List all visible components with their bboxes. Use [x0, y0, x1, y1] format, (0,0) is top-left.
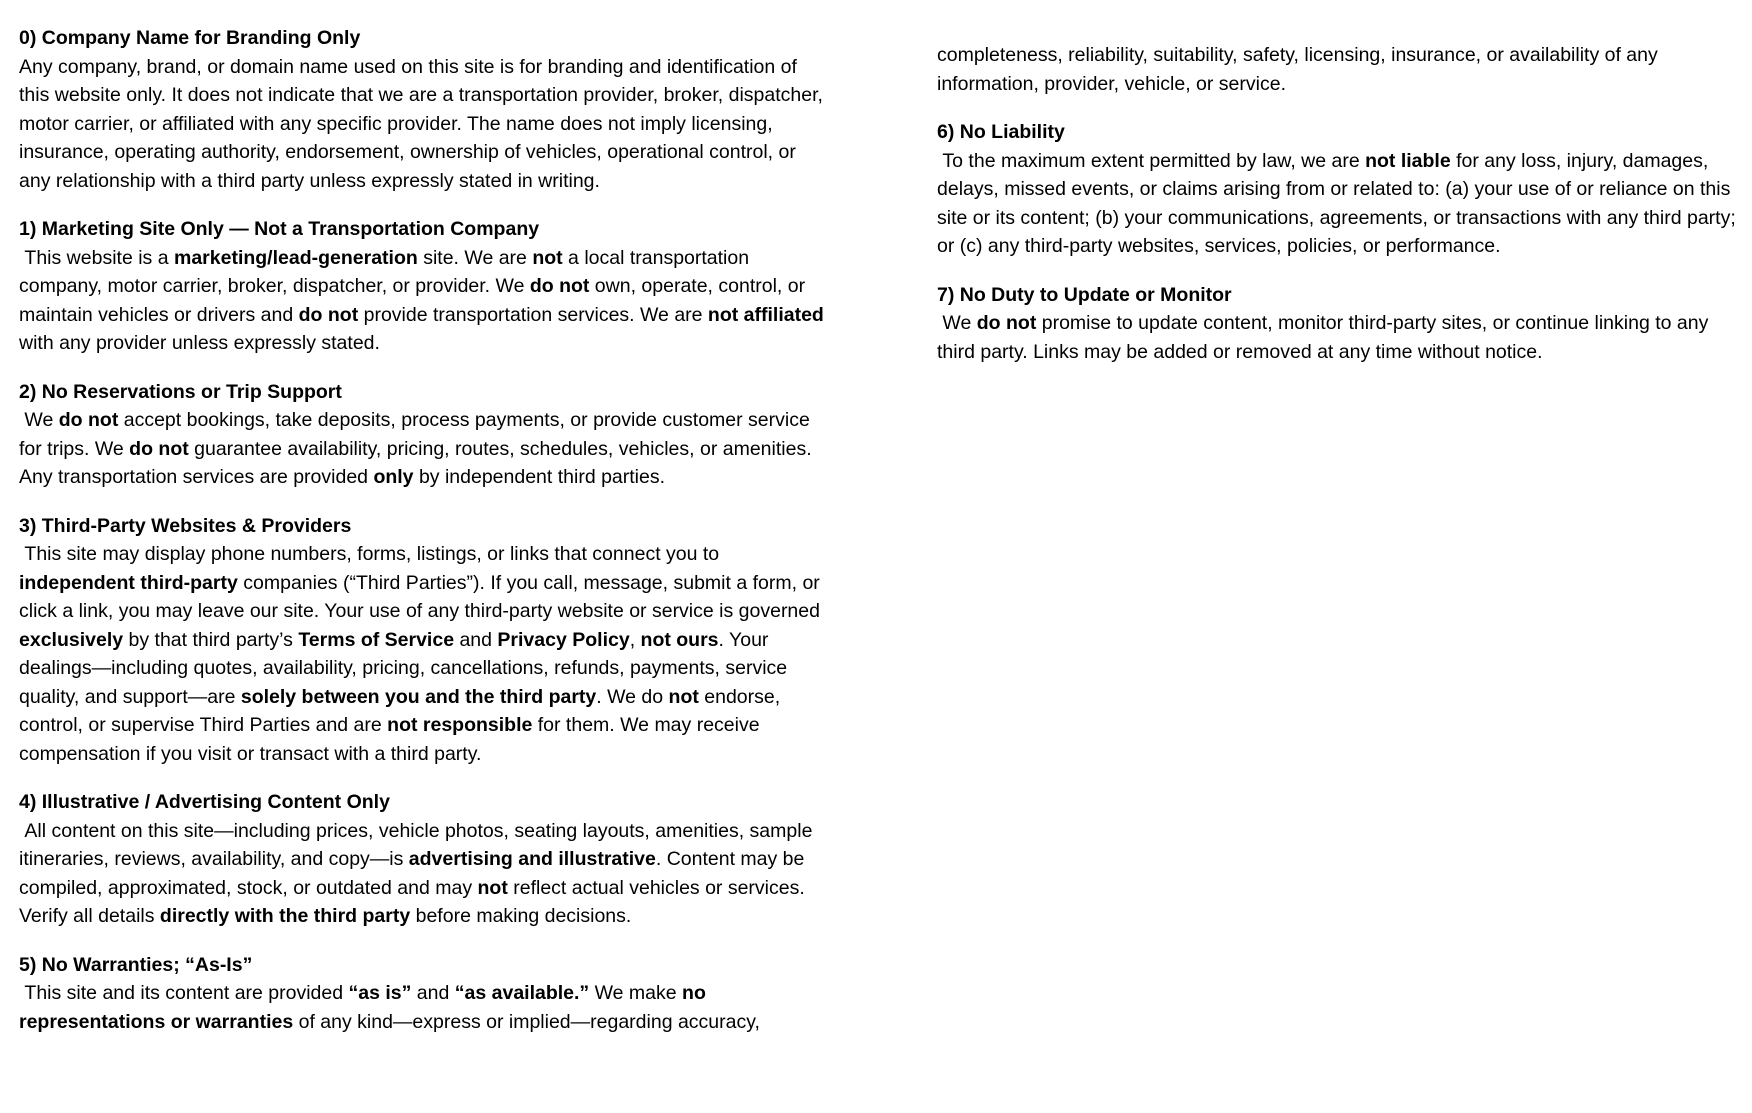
- bold-text-run: do not: [976, 312, 1037, 334]
- text-run: Any company, brand, or domain name used on this site is for branding and identification of this website only. It does not indicate that we are a transportation provider, broker, dispatcher, motor carrier, or affiliated with any specific provider. The name does not imply licensing, insurance, operating authority, endorsement, ownership of vehicles, operational control, or any relationship with a third party unless expressly stated in writing.: [19, 55, 829, 192]
- bold-text-run: not: [668, 685, 699, 708]
- text-run: . Content may be compiled, approximated, stock, or outdated and may: [19, 848, 810, 899]
- bold-text-run: directly with the third party: [159, 905, 411, 927]
- disclaimer-section: [19, 378, 824, 492]
- bold-text-run: do not: [529, 275, 590, 297]
- bold-text-run: not: [532, 246, 563, 269]
- section-heading: 5) No Warranties; “As-Is”: [19, 953, 253, 976]
- disclaimer-section: [937, 281, 1737, 367]
- text-run: before making decisions.: [410, 905, 632, 927]
- text-run: To the maximum extent permitted by law, we are: [937, 149, 1366, 172]
- disclaimer-section: [19, 24, 829, 195]
- bold-text-run: not liable: [1365, 149, 1451, 172]
- text-run: guarantee availability, pricing, routes, schedules, vehicles, or amenities. Any transportation services are provided: [19, 437, 816, 488]
- text-run: for any loss, injury, damages, delays, missed events, or claims arising from or related to: (a) your use of or reliance on this site or its content; (b) your communications, agreements, or transactions with any third party; or (c) any third-party websites, services, policies, or performance.: [937, 149, 1742, 257]
- section-body-continued: [937, 41, 1737, 98]
- bold-text-run: exclusively: [19, 628, 124, 651]
- text-run: accept bookings, take deposits, process payments, or provide customer service for trips. We: [19, 409, 816, 460]
- section-body: [19, 817, 824, 931]
- text-column-left: [19, 24, 830, 1113]
- text-run: reflect actual vehicles or services. Verify all details: [19, 876, 811, 927]
- section-body: [19, 406, 824, 492]
- text-run: . We do: [596, 685, 669, 708]
- bold-text-run: Privacy Policy: [497, 628, 630, 651]
- text-run: All content on this site—including prices, vehicle photos, seating layouts, amenities, sample itineraries, reviews, availability, and copy—is: [19, 819, 818, 870]
- text-run: by that third party’s: [123, 628, 299, 651]
- disclaimer-section: [19, 215, 830, 358]
- section-heading: 6) No Liability: [937, 121, 1065, 143]
- bold-text-run: marketing/lead-generation: [173, 246, 418, 269]
- section-body: [19, 979, 824, 1036]
- text-run: provide transportation services. We are: [358, 303, 708, 326]
- section-heading: 7) No Duty to Update or Monitor: [937, 283, 1232, 306]
- bold-text-run: “as is”: [348, 982, 412, 1004]
- bold-text-run: do not: [58, 409, 119, 431]
- text-run: promise to update content, monitor third-party sites, or continue linking to any third party. Links may be added or removed at any time without notice.: [937, 312, 1714, 363]
- text-run: a local transportation company, motor carrier, broker, dispatcher, or provider. We: [19, 246, 755, 297]
- text-run: and: [411, 982, 455, 1004]
- disclaimer-section: [937, 118, 1742, 261]
- text-run: site. We are: [417, 246, 533, 269]
- text-run: with any provider unless expressly stated.: [19, 303, 830, 354]
- disclaimer-section: [937, 41, 1737, 98]
- text-run: ,: [629, 628, 641, 651]
- text-run: We make: [589, 982, 683, 1004]
- text-run: completeness, reliability, suitability, safety, licensing, insurance, or availability of any information, provider, vehicle, or service.: [937, 44, 1664, 95]
- text-run: of any kind—express or implied—regarding accuracy,: [293, 1010, 760, 1033]
- disclaimer-section: [19, 512, 824, 769]
- text-run: This site may display phone numbers, forms, listings, or links that connect you to: [19, 543, 725, 565]
- bold-text-run: not responsible: [387, 714, 533, 736]
- bold-text-run: “as available.”: [454, 982, 590, 1004]
- section-body: [937, 309, 1737, 366]
- text-run: for them. We may receive compensation if you visit or transact with a third party.: [19, 714, 765, 765]
- text-run: We: [19, 409, 59, 431]
- section-heading: 1) Marketing Site Only — Not a Transportation Company: [19, 218, 540, 240]
- text-run: This site and its content are provided: [19, 982, 349, 1004]
- text-run: and: [454, 628, 498, 651]
- text-run: This website is a: [19, 246, 174, 269]
- section-heading: 2) No Reservations or Trip Support: [19, 380, 342, 403]
- text-run: We: [937, 312, 977, 334]
- section-body: [19, 244, 830, 358]
- section-heading: 0) Company Name for Branding Only: [19, 27, 361, 49]
- bold-text-run: do not: [129, 437, 189, 460]
- disclaimer-section: [19, 951, 824, 1037]
- text-column-right: [937, 24, 1742, 1113]
- bold-text-run: solely between you and the third party: [240, 685, 597, 708]
- disclaimer-section: [19, 788, 824, 931]
- bold-text-run: Terms of Service: [298, 628, 455, 651]
- section-body: [19, 53, 829, 196]
- section-body: [19, 540, 824, 768]
- bold-text-run: no representations or warranties: [19, 982, 712, 1033]
- bold-text-run: do not: [298, 303, 359, 326]
- section-body: [937, 147, 1742, 261]
- section-heading: 3) Third-Party Websites & Providers: [19, 514, 352, 537]
- bold-text-run: not ours: [640, 628, 719, 651]
- text-run: own, operate, control, or maintain vehicles or drivers and: [19, 275, 811, 326]
- text-run: by independent third parties.: [413, 466, 666, 488]
- bold-text-run: advertising and illustrative: [408, 848, 656, 870]
- text-run: companies (“Third Parties”). If you call, message, submit a form, or click a link, you may leave our site. Your use of any third-party website or service is governed: [19, 571, 826, 622]
- text-run: endorse, control, or supervise Third Parties and are: [19, 685, 786, 736]
- bold-text-run: not affiliated: [707, 303, 824, 326]
- text-run: . Your dealings—including quotes, availability, pricing, cancellations, refunds, payments, service quality, and support—are: [19, 628, 793, 708]
- section-heading: 4) Illustrative / Advertising Content Only: [19, 791, 390, 813]
- bold-text-run: independent third-party: [19, 571, 238, 594]
- bold-text-run: not: [477, 876, 508, 899]
- bold-text-run: only: [373, 466, 414, 488]
